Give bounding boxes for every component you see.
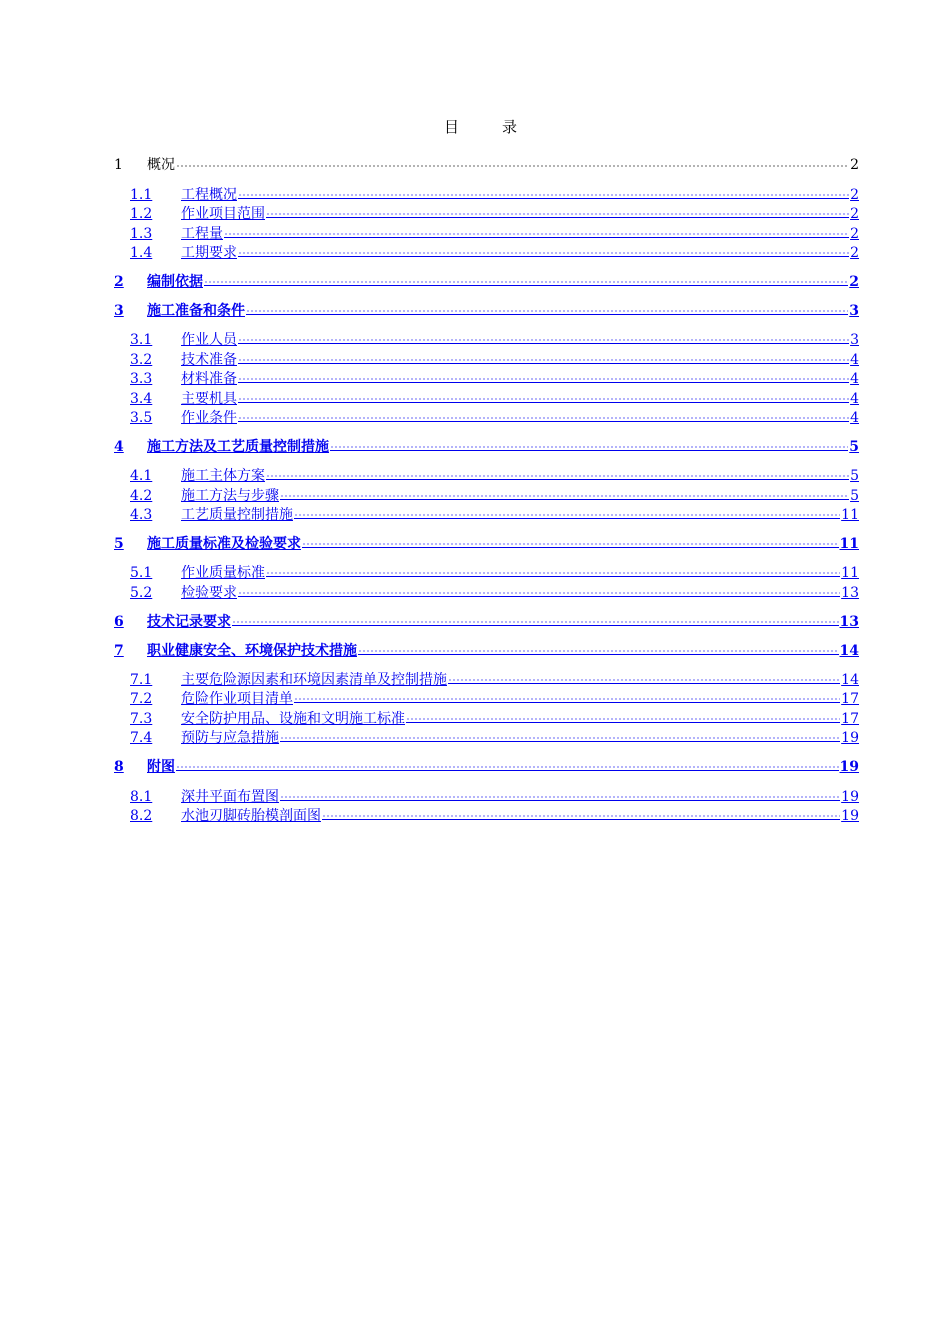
- toc-entry-1-4[interactable]: [130, 242, 859, 260]
- toc-entry-5-2[interactable]: [130, 582, 859, 600]
- toc-entry-7[interactable]: [114, 640, 859, 658]
- toc-entry-page-number: 4: [850, 371, 859, 387]
- toc-entry-page-number: 17: [841, 691, 859, 707]
- toc-entry-label: 作业条件: [181, 410, 237, 426]
- toc-title: 目 录: [443, 118, 531, 136]
- toc-entry-label: 作业质量标准: [181, 565, 265, 581]
- toc-entry-label: 技术准备: [181, 352, 237, 368]
- toc-entry-4-3[interactable]: [130, 504, 859, 522]
- toc-entry-page-number: 11: [841, 507, 859, 523]
- toc-entry-page-number: 2: [850, 187, 859, 203]
- toc-entry-3-4[interactable]: [130, 388, 859, 406]
- dot-leader: [406, 708, 840, 723]
- toc-entry-3-5[interactable]: [130, 407, 859, 425]
- dot-leader: [448, 669, 840, 684]
- toc-entry-label: 工程量: [181, 226, 223, 242]
- toc-entry-label: 作业人员: [181, 332, 237, 348]
- toc-entry-page-number: 13: [841, 585, 859, 601]
- toc-entry-label: 作业项目范围: [181, 206, 265, 222]
- toc-entry-number: 4.3: [130, 507, 153, 523]
- toc-entry-number: 7.2: [130, 691, 153, 707]
- dot-leader: [238, 349, 849, 364]
- dot-leader: [266, 465, 849, 480]
- toc-entry-label: 附图: [147, 759, 175, 775]
- toc-entry-3-1[interactable]: [130, 329, 859, 347]
- toc-entry-5[interactable]: [114, 533, 859, 551]
- toc-entry-page-number: 4: [850, 391, 859, 407]
- toc-entry-7-1[interactable]: [130, 669, 859, 687]
- toc-entry-page-number: 5: [850, 468, 859, 484]
- toc-entry-number: 3: [114, 303, 124, 319]
- toc-entry-page-number: 11: [841, 565, 859, 581]
- toc-entry-page-number: 13: [839, 614, 859, 630]
- dot-leader: [294, 688, 840, 703]
- dot-leader: [238, 582, 840, 597]
- toc-entry-page-number: 17: [841, 711, 859, 727]
- toc-entry-3-3[interactable]: [130, 368, 859, 386]
- toc-entry-number: 7.1: [130, 672, 153, 688]
- toc-entry-page-number: 2: [850, 245, 859, 261]
- toc-entry-label: 施工质量标准及检验要求: [147, 536, 301, 552]
- toc-entry-1-3[interactable]: [130, 223, 859, 241]
- toc-entry-number: 5.1: [130, 565, 153, 581]
- toc-entry-4-2[interactable]: [130, 485, 859, 503]
- toc-entry-page-number: 14: [841, 672, 859, 688]
- toc-entry-page-number: 19: [841, 808, 859, 824]
- toc-entry-label: 工艺质量控制措施: [181, 507, 293, 523]
- toc-entry-label: 职业健康安全、环境保护技术措施: [147, 643, 357, 659]
- toc-entry-label: 工期要求: [181, 245, 237, 261]
- toc-entry-label: 主要危险源因素和环境因素清单及控制措施: [181, 672, 447, 688]
- toc-entry-number: 8.2: [130, 808, 153, 824]
- toc-entry-page-number: 19: [839, 759, 859, 775]
- toc-entry-1-2[interactable]: [130, 203, 859, 221]
- dot-leader: [238, 329, 849, 344]
- toc-entry-number: 7.3: [130, 711, 153, 727]
- dot-leader: [238, 242, 849, 257]
- dot-leader: [238, 388, 849, 403]
- toc-entry-label: 概况: [147, 157, 175, 173]
- toc-entry-6[interactable]: [114, 611, 859, 629]
- toc-entry-label: 技术记录要求: [147, 614, 231, 630]
- toc-entry-number: 5.2: [130, 585, 153, 601]
- toc-entry-number: 8.1: [130, 789, 153, 805]
- toc-entry-label: 施工方法及工艺质量控制措施: [147, 439, 329, 455]
- dot-leader: [294, 504, 840, 519]
- dot-leader: [224, 223, 849, 238]
- dot-leader: [280, 727, 840, 742]
- dot-leader: [322, 805, 840, 820]
- toc-entry-number: 5: [114, 536, 124, 552]
- toc-entry-label: 水池刃脚砖胎模剖面图: [181, 808, 321, 824]
- toc-entry-page-number: 3: [850, 332, 859, 348]
- toc-entry-number: 4.1: [130, 468, 153, 484]
- dot-leader: [266, 203, 849, 218]
- toc-entry-page-number: 5: [849, 439, 859, 455]
- toc-entry-number: 6: [114, 614, 124, 630]
- toc-entry-4[interactable]: [114, 436, 859, 454]
- toc-entry-label: 材料准备: [181, 371, 237, 387]
- toc-entry-label: 深井平面布置图: [181, 789, 279, 805]
- toc-entry-number: 3.3: [130, 371, 153, 387]
- toc-entry-label: 预防与应急措施: [181, 730, 279, 746]
- toc-entry-label: 编制依据: [147, 274, 203, 290]
- toc-entry-label: 主要机具: [181, 391, 237, 407]
- toc-entry-8-2[interactable]: [130, 805, 859, 823]
- toc-entry-number: 3.1: [130, 332, 153, 348]
- dot-leader: [266, 562, 840, 577]
- toc-entry-number: 4.2: [130, 488, 153, 504]
- toc-entry-page-number: 4: [850, 410, 859, 426]
- toc-entry-number: 3.5: [130, 410, 153, 426]
- toc-entry-number: 1.2: [130, 206, 153, 222]
- dot-leader: [330, 436, 848, 451]
- dot-leader: [358, 640, 839, 655]
- toc-entry-5-1[interactable]: [130, 562, 859, 580]
- toc-entry-4-1[interactable]: [130, 465, 859, 483]
- toc-entry-7-4[interactable]: [130, 727, 859, 745]
- toc-entry-1[interactable]: [114, 155, 859, 173]
- toc-entry-page-number: 11: [839, 536, 859, 552]
- toc-entry-page-number: 2: [850, 157, 859, 173]
- toc-entry-number: 2: [114, 274, 124, 290]
- dot-leader: [204, 271, 848, 286]
- toc-entry-page-number: 2: [850, 206, 859, 222]
- dot-leader: [238, 184, 849, 199]
- toc-entry-label: 施工准备和条件: [147, 303, 245, 319]
- toc-entry-label: 工程概况: [181, 187, 237, 203]
- toc-entry-8-1[interactable]: [130, 786, 859, 804]
- toc-entry-number: 1.4: [130, 245, 153, 261]
- toc-entry-1-1[interactable]: [130, 184, 859, 202]
- toc-entry-number: 3.2: [130, 352, 153, 368]
- toc-entry-page-number: 3: [849, 303, 859, 319]
- toc-entry-8[interactable]: [114, 756, 859, 774]
- dot-leader: [302, 533, 839, 548]
- dot-leader: [280, 786, 840, 801]
- toc-entry-page-number: 19: [841, 789, 859, 805]
- toc-entry-page-number: 14: [839, 643, 859, 659]
- toc-entry-label: 施工主体方案: [181, 468, 265, 484]
- toc-entry-page-number: 19: [841, 730, 859, 746]
- toc-entry-page-number: 4: [850, 352, 859, 368]
- toc-entry-3-2[interactable]: [130, 349, 859, 367]
- toc-entry-page-number: 5: [850, 488, 859, 504]
- toc-entry-page-number: 2: [850, 226, 859, 242]
- toc-entry-number: 4: [114, 439, 124, 455]
- toc-entry-number: 1: [114, 157, 123, 173]
- toc-entry-label: 危险作业项目清单: [181, 691, 293, 707]
- toc-entry-label: 检验要求: [181, 585, 237, 601]
- dot-leader: [238, 368, 849, 383]
- toc-entry-number: 1.1: [130, 187, 153, 203]
- toc-entry-7-2[interactable]: [130, 688, 859, 706]
- toc-entry-number: 8: [114, 759, 124, 775]
- toc-entry-label: 安全防护用品、设施和文明施工标准: [181, 711, 405, 727]
- toc-entry-page-number: 2: [849, 274, 859, 290]
- toc-entry-number: 3.4: [130, 391, 153, 407]
- dot-leader: [176, 756, 839, 771]
- dot-leader: [176, 155, 849, 169]
- dot-leader: [238, 407, 849, 422]
- toc-entry-label: 施工方法与步骤: [181, 488, 279, 504]
- dot-leader: [232, 611, 839, 626]
- dot-leader: [280, 485, 849, 500]
- toc-entry-number: 1.3: [130, 226, 153, 242]
- toc-entry-number: 7: [114, 643, 124, 659]
- toc-entry-7-3[interactable]: [130, 708, 859, 726]
- toc-entry-2[interactable]: [114, 271, 859, 289]
- toc-entry-number: 7.4: [130, 730, 153, 746]
- dot-leader: [246, 300, 848, 315]
- toc-entry-3[interactable]: [114, 300, 859, 318]
